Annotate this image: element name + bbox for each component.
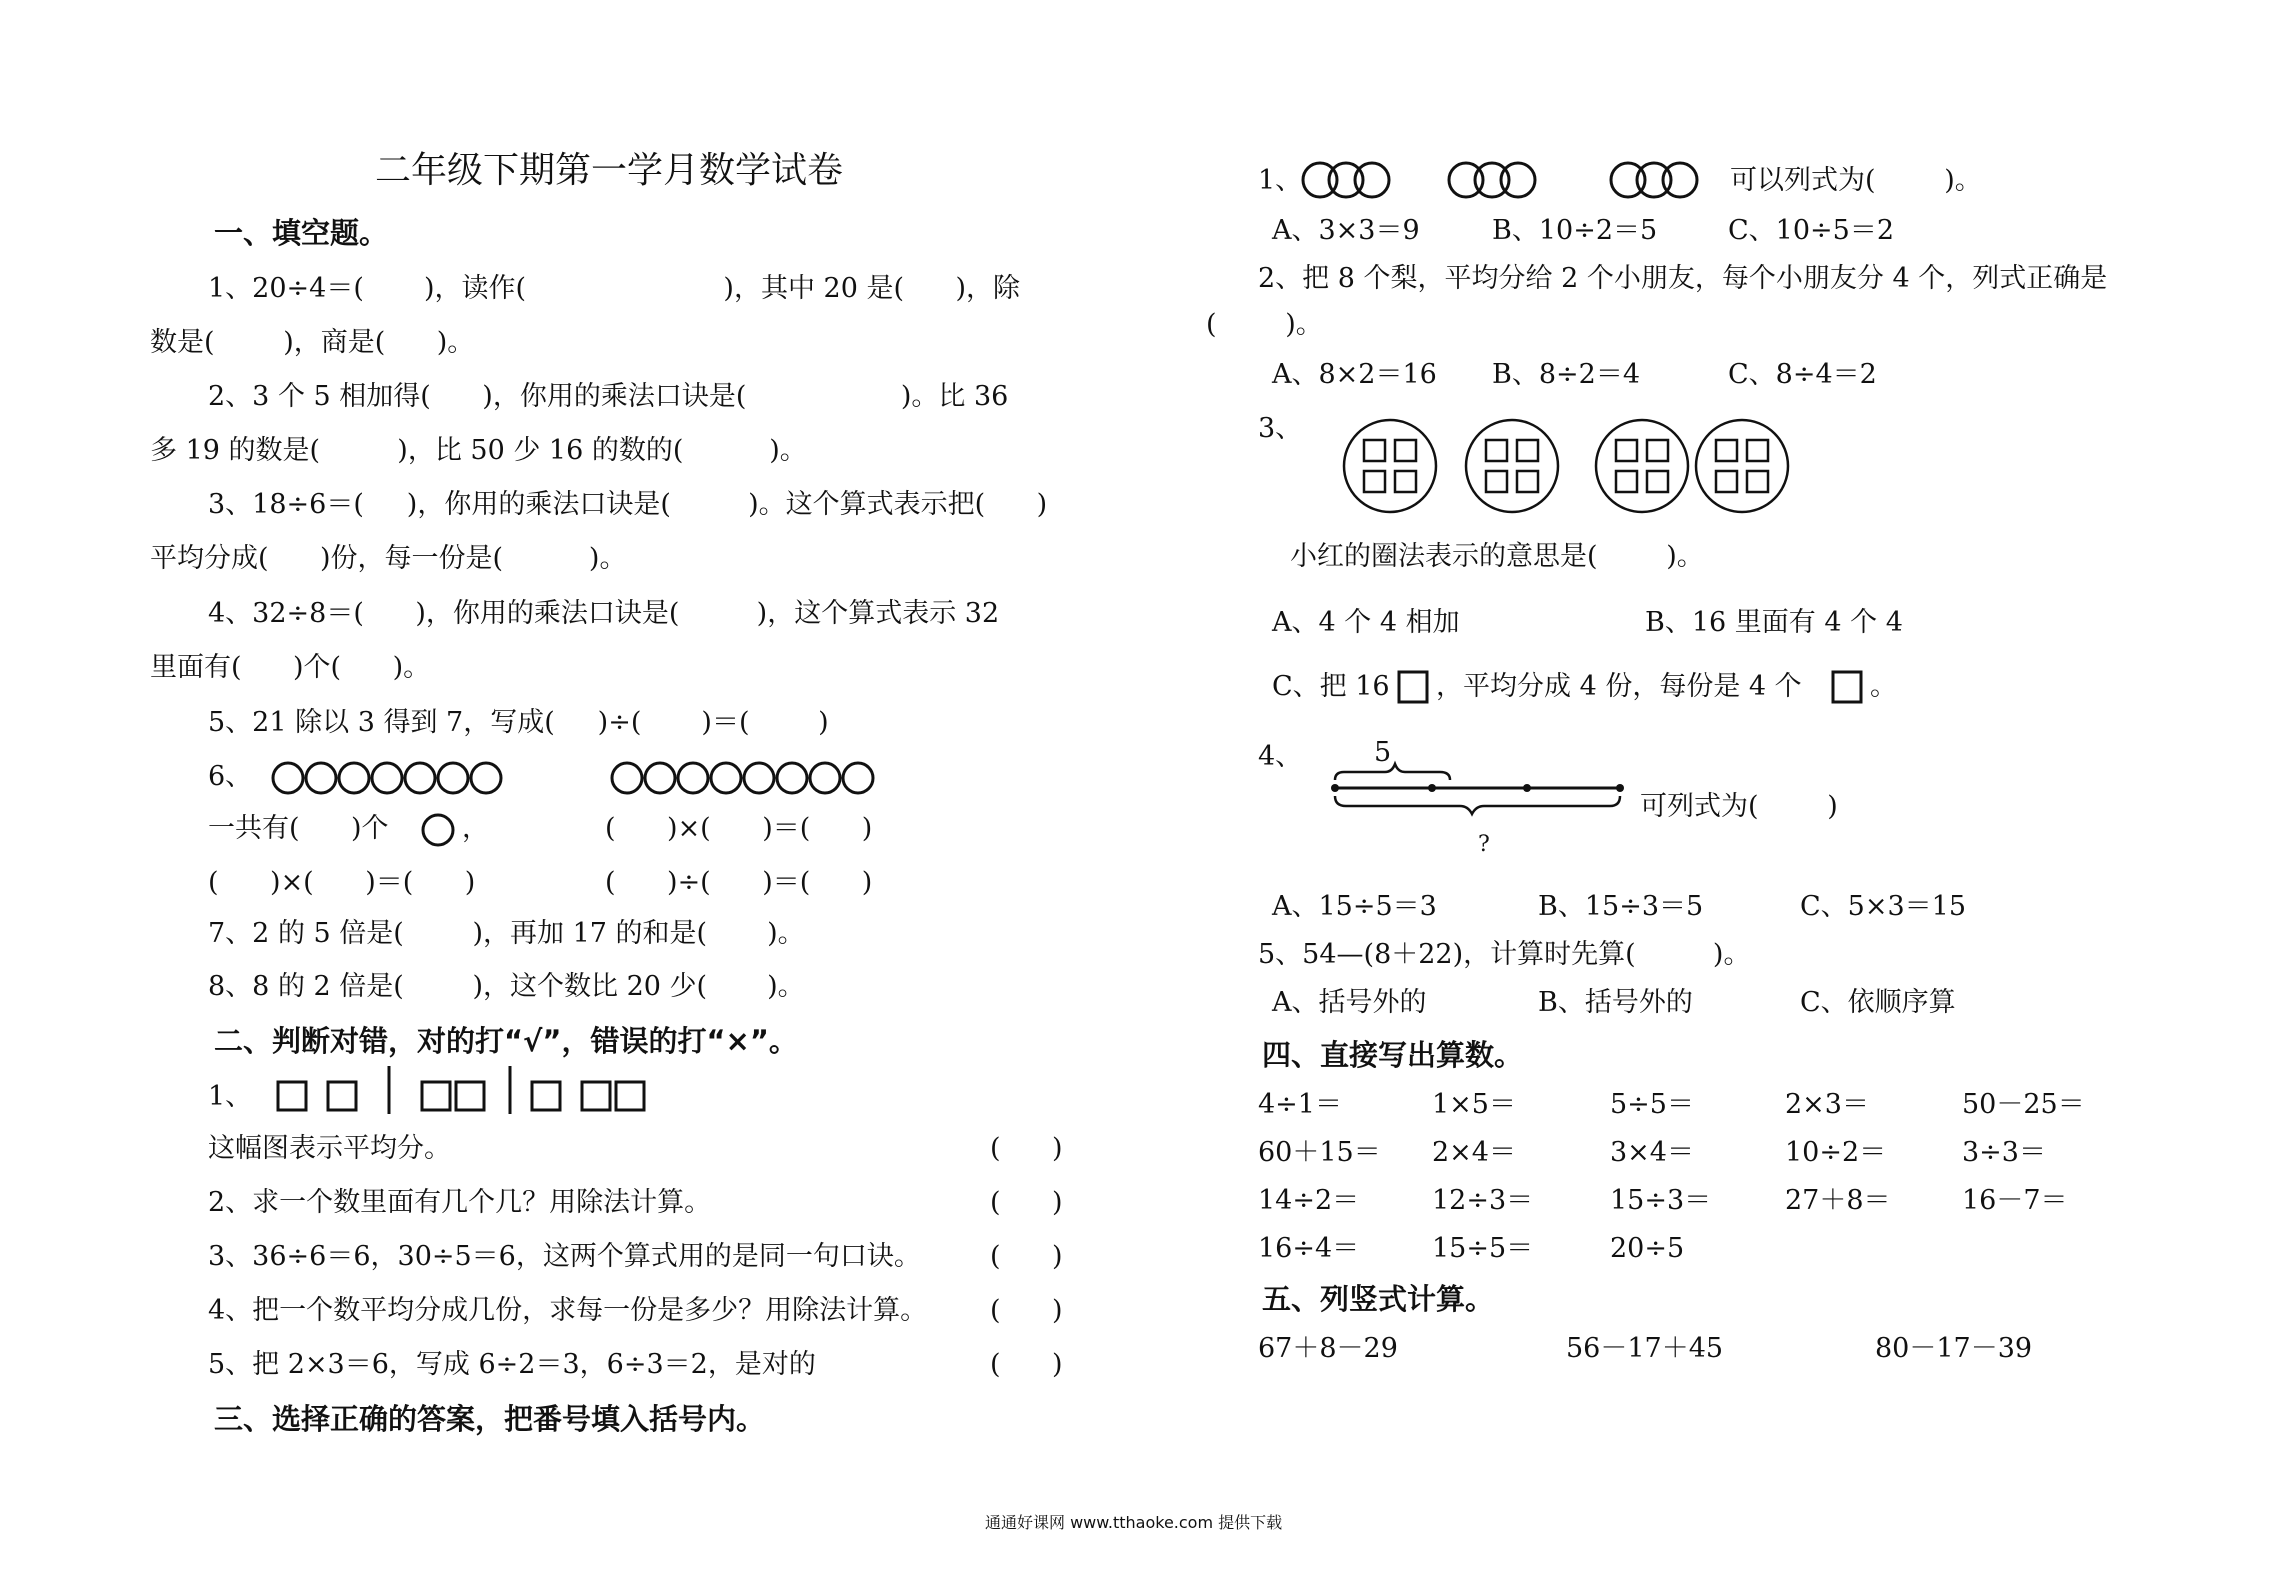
square-icon — [1395, 440, 1416, 461]
square-icon — [1396, 668, 1432, 706]
square-icon — [1716, 440, 1737, 461]
circle-icon — [1355, 163, 1389, 197]
dot-icon — [1616, 784, 1624, 792]
choice-q5-option-b: B、括号外的 — [1538, 987, 1693, 1018]
judge-q5-answer: ( ) — [990, 1349, 1063, 1380]
choice-q4-total-mark: ? — [1478, 832, 1490, 857]
square-icon — [422, 1082, 450, 1110]
choice-q4-option-a: A、15÷5＝3 — [1272, 891, 1437, 922]
fill-q6-total: 一共有( )个 — [208, 813, 389, 844]
square-icon — [616, 1082, 644, 1110]
circle-icon — [678, 763, 708, 793]
choice-q1-number: 1、 — [1258, 165, 1303, 196]
vertical-item: 67＋8－29 — [1258, 1333, 1398, 1364]
circle-icon — [843, 763, 873, 793]
square-icon — [1486, 471, 1507, 492]
circle-icon — [438, 763, 468, 793]
judge-q1-number: 1、 — [208, 1081, 253, 1112]
fill-q4-line2: 里面有( )个( )。 — [150, 652, 431, 683]
vertical-item: 56－17＋45 — [1566, 1333, 1724, 1364]
choice-q4-text: 可列式为( ) — [1640, 791, 1838, 822]
oral-item: 14÷2＝ — [1258, 1185, 1360, 1216]
fill-q7: 7、2 的 5 倍是( )，再加 17 的和是( )。 — [208, 918, 805, 949]
square-icon — [1647, 440, 1668, 461]
oral-item: 3÷3＝ — [1962, 1137, 2046, 1168]
circle-icon — [306, 763, 336, 793]
oral-item: 5÷5＝ — [1610, 1089, 1694, 1120]
oral-item: 15÷5＝ — [1432, 1233, 1534, 1264]
oral-item: 12÷3＝ — [1432, 1185, 1534, 1216]
oral-item: 3×4＝ — [1610, 1137, 1694, 1168]
fill-q3-line1: 3、18÷6＝( )，你用的乘法口诀是( )。这个算式表示把( ) — [208, 489, 1048, 520]
oral-item: 60＋15＝ — [1258, 1137, 1381, 1168]
square-icon — [1395, 471, 1416, 492]
choice-q2-option-c: C、8÷4＝2 — [1728, 359, 1877, 390]
square-icon — [1364, 440, 1385, 461]
circle-icon — [777, 763, 807, 793]
circle-icon — [420, 812, 460, 848]
circle-icon — [744, 763, 774, 793]
square-icon — [1616, 440, 1637, 461]
fill-q4-line1: 4、32÷8＝( )，你用的乘法口诀是( )，这个算式表示 32 — [208, 598, 1000, 629]
choice-q1-option-c: C、10÷5＝2 — [1728, 215, 1894, 246]
choice-q1-text: 可以列式为( )。 — [1730, 165, 1982, 196]
fill-q6-multiply-1: ( )×( )＝( ) — [605, 813, 873, 844]
circle-icon — [1466, 420, 1558, 512]
judge-q4-answer: ( ) — [990, 1295, 1063, 1326]
page-footer: 通通好课网 www.tthaoke.com 提供下载 — [985, 1513, 1283, 1532]
choice-q3-option-c-part2: ，平均分成 4 份，每份是 4 个 — [1436, 671, 1802, 702]
section-vertical-calculation: 五、列竖式计算。 — [1262, 1282, 1495, 1316]
circle-icon — [1663, 163, 1697, 197]
choice-q5-option-a: A、括号外的 — [1272, 987, 1427, 1018]
oral-item: 50－25＝ — [1962, 1089, 2085, 1120]
choice-q5-option-c: C、依顺序算 — [1800, 987, 1956, 1018]
oral-item: 2×3＝ — [1785, 1089, 1869, 1120]
fill-q6-multiply-2: ( )×( )＝( ) — [208, 867, 476, 898]
circle-icon — [612, 763, 642, 793]
judge-q1-squares-figure — [270, 1062, 670, 1122]
circle-icon — [1696, 420, 1788, 512]
section-true-false: 二、判断对错，对的打“√”，错误的打“×”。 — [214, 1024, 798, 1058]
choice-q2-line2: ( )。 — [1206, 309, 1323, 340]
oral-item: 15÷3＝ — [1610, 1185, 1712, 1216]
oral-item: 16÷4＝ — [1258, 1233, 1360, 1264]
oral-item: 16－7＝ — [1962, 1185, 2068, 1216]
circle-icon — [1501, 163, 1535, 197]
oral-item: 1×5＝ — [1432, 1089, 1516, 1120]
square-icon — [1716, 471, 1737, 492]
fill-q6-comma: ， — [462, 813, 489, 844]
square-icon — [456, 1082, 484, 1110]
fill-q6-number: 6、 — [208, 761, 253, 792]
choice-q5-text: 5、54—(8＋22)，计算时先算( )。 — [1258, 939, 1751, 970]
choice-q2-option-a: A、8×2＝16 — [1272, 359, 1437, 390]
choice-q1-option-a: A、3×3＝9 — [1272, 215, 1420, 246]
square-icon — [278, 1082, 306, 1110]
fill-q6-divide: ( )÷( )＝( ) — [605, 867, 873, 898]
judge-q2-answer: ( ) — [990, 1187, 1063, 1218]
choice-q3-number: 3、 — [1258, 413, 1303, 444]
choice-q4-segment-label: 5 — [1374, 737, 1392, 768]
fill-q8: 8、8 的 2 倍是( )，这个数比 20 少( )。 — [208, 971, 805, 1002]
circle-icon — [711, 763, 741, 793]
choice-q3-option-b: B、16 里面有 4 个 4 — [1645, 607, 1903, 638]
square-icon — [1747, 440, 1768, 461]
judge-q3-text: 3、36÷6＝6，30÷5＝6，这两个算式用的是同一句口诀。 — [208, 1241, 921, 1272]
section-multiple-choice: 三、选择正确的答案，把番号填入括号内。 — [214, 1402, 766, 1436]
oral-item: 10÷2＝ — [1785, 1137, 1887, 1168]
square-icon — [582, 1082, 610, 1110]
fill-q1-line1: 1、20÷4＝( )，读作( )，其中 20 是( )，除 — [208, 273, 1021, 304]
choice-q3-grouped-squares-figure — [1342, 418, 1792, 518]
judge-q1-text: 这幅图表示平均分。 — [208, 1133, 451, 1164]
section-oral-calculation: 四、直接写出算数。 — [1262, 1038, 1524, 1072]
dot-icon — [1331, 784, 1339, 792]
square-icon — [1486, 440, 1507, 461]
choice-q4-option-c: C、5×3＝15 — [1800, 891, 1966, 922]
circle-icon — [273, 763, 303, 793]
square-icon — [1830, 668, 1866, 706]
square-icon — [1517, 440, 1538, 461]
oral-item: 27＋8＝ — [1785, 1185, 1891, 1216]
fill-q6-circles-figure — [265, 756, 905, 800]
square-icon — [1747, 471, 1768, 492]
square-icon — [1364, 471, 1385, 492]
fill-q2-line1: 2、3 个 5 相加得( )，你用的乘法口诀是( )。比 36 — [208, 381, 1009, 412]
circle-icon — [405, 763, 435, 793]
choice-q2-option-b: B、8÷2＝4 — [1492, 359, 1640, 390]
choice-q3-option-c-part3: 。 — [1870, 671, 1897, 702]
fill-q2-line2: 多 19 的数是( )，比 50 少 16 的数的( )。 — [150, 435, 807, 466]
circle-icon — [471, 763, 501, 793]
oral-item: 20÷5 — [1610, 1233, 1685, 1264]
dot-icon — [1428, 784, 1436, 792]
square-icon — [1517, 471, 1538, 492]
circle-icon — [1596, 420, 1688, 512]
choice-q4-number: 4、 — [1258, 741, 1303, 772]
circle-icon — [645, 763, 675, 793]
judge-q1-answer: ( ) — [990, 1133, 1063, 1164]
oral-item: 2×4＝ — [1432, 1137, 1516, 1168]
judge-q3-answer: ( ) — [990, 1241, 1063, 1272]
choice-q3-option-c-part1: C、把 16 — [1272, 671, 1390, 702]
choice-q1-option-b: B、10÷2＝5 — [1492, 215, 1658, 246]
square-icon — [1647, 471, 1668, 492]
page-title: 二年级下期第一学月数学试卷 — [375, 150, 844, 191]
circle-icon — [339, 763, 369, 793]
square-icon — [532, 1082, 560, 1110]
judge-q2-text: 2、求一个数里面有几个几？用除法计算。 — [208, 1187, 712, 1218]
oral-item: 4÷1＝ — [1258, 1089, 1342, 1120]
judge-q5-text: 5、把 2×3＝6，写成 6÷2＝3，6÷3＝2，是对的 — [208, 1349, 816, 1380]
choice-q1-circles-figure — [1300, 158, 1720, 202]
judge-q4-text: 4、把一个数平均分成几份，求每一份是多少？用除法计算。 — [208, 1295, 928, 1326]
square-icon — [328, 1082, 356, 1110]
choice-q3-option-a: A、4 个 4 相加 — [1272, 607, 1460, 638]
circle-icon — [1344, 420, 1436, 512]
circle-icon — [372, 763, 402, 793]
circle-icon — [810, 763, 840, 793]
fill-q3-line2: 平均分成( )份，每一份是( )。 — [150, 543, 627, 574]
choice-q2-line1: 2、把 8 个梨，平均分给 2 个小朋友，每个小朋友分 4 个，列式正确是 — [1258, 263, 2108, 294]
choice-q3-text: 小红的圈法表示的意思是( )。 — [1290, 541, 1704, 572]
fill-q1-line2: 数是( )，商是( )。 — [150, 327, 475, 358]
fill-q5: 5、21 除以 3 得到 7，写成( )÷( )＝( ) — [208, 707, 829, 738]
choice-q4-option-b: B、15÷3＝5 — [1538, 891, 1704, 922]
dot-icon — [1523, 784, 1531, 792]
section-fill-blank: 一、填空题。 — [214, 216, 389, 250]
vertical-item: 80－17－39 — [1875, 1333, 2033, 1364]
square-icon — [1616, 471, 1637, 492]
